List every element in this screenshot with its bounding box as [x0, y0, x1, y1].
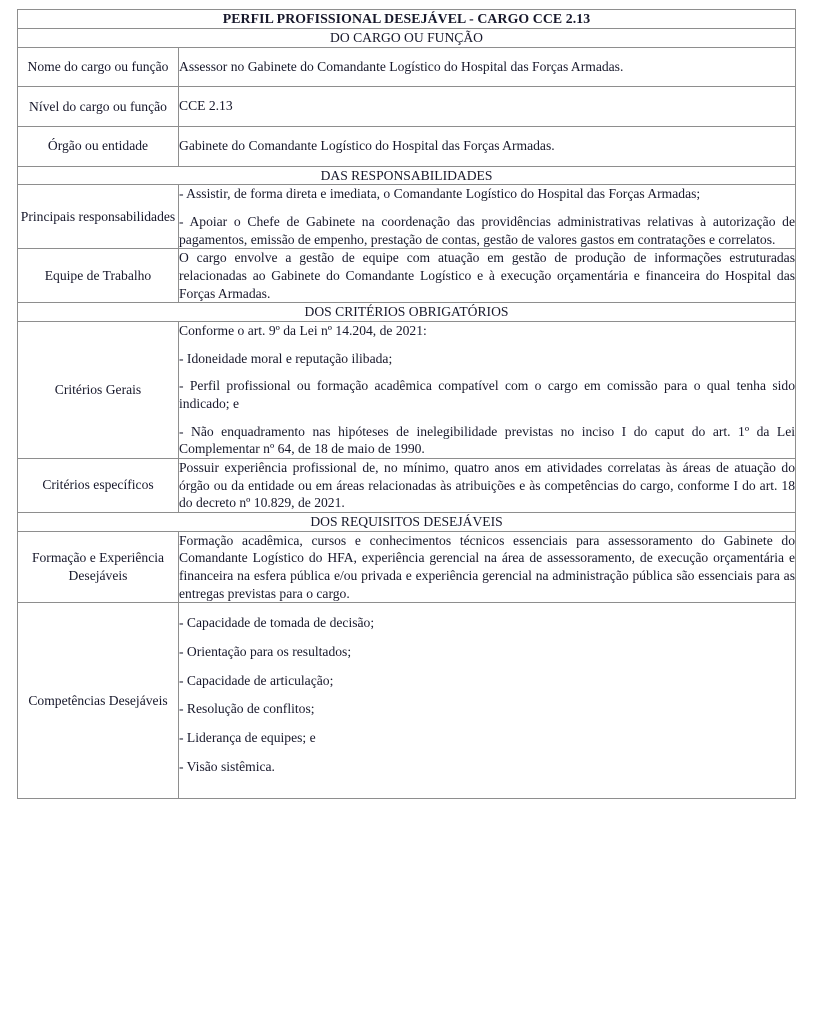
table-row	[18, 459, 796, 513]
row-value-principais-responsabilidades	[179, 185, 796, 249]
table-row	[18, 249, 796, 303]
paragraph: - Perfil profissional ou formação acadêmica compatível com o cargo em comissão para o qual tenha sido indicado; e	[179, 378, 796, 411]
row-value-equipe-trabalho: O cargo envolve a gestão de equipe com atuação em gestão de produção de informações estruturadas relacionadas ao Gabinete do Comandante Logístico e à execução orçamentária e financeira do Hospital das Forças Armadas.	[179, 249, 796, 303]
table-row-section-requisitos	[18, 513, 796, 532]
page-title: PERFIL PROFISSIONAL DESEJÁVEL - CARGO CCE 2.13	[18, 10, 796, 29]
table-row	[18, 126, 796, 166]
table-row-section-responsabilidades	[18, 166, 796, 185]
table-row-section-cargo	[18, 28, 796, 47]
row-label-orgao-entidade: Órgão ou entidade	[18, 126, 179, 166]
row-value-orgao-entidade: Gabinete do Comandante Logístico do Hospital das Forças Armadas.	[179, 126, 796, 166]
row-label-nivel-cargo: Nível do cargo ou função	[18, 87, 179, 127]
section-heading-requisitos-desejaveis: DOS REQUISITOS DESEJÁVEIS	[18, 513, 796, 532]
paragraph: Conforme o art. 9º da Lei nº 14.204, de 2021:	[179, 322, 427, 338]
row-value-criterios-gerais	[179, 321, 796, 458]
profile-table	[17, 9, 796, 799]
paragraph: - Idoneidade moral e reputação ilibada;	[179, 350, 393, 366]
list-item: - Capacidade de tomada de decisão;	[179, 615, 375, 631]
row-label-criterios-especificos: Critérios específicos	[18, 459, 179, 513]
row-label-competencias-desejaveis: Competências Desejáveis	[18, 603, 179, 799]
section-heading-cargo: DO CARGO OU FUNÇÃO	[18, 28, 796, 47]
row-value-competencias-desejaveis	[179, 603, 796, 799]
table-row	[18, 603, 796, 799]
table-row	[18, 321, 796, 458]
table-row-section-criterios	[18, 303, 796, 322]
table-row	[18, 531, 796, 603]
paragraph: - Assistir, de forma direta e imediata, o Comandante Logístico do Hospital das Forças Armadas;	[179, 186, 701, 202]
section-heading-criterios-obrigatorios: DOS CRITÉRIOS OBRIGATÓRIOS	[18, 303, 796, 322]
list-item: - Visão sistêmica.	[179, 758, 275, 774]
paragraph: - Apoiar o Chefe de Gabinete na coordenação das providências administrativas relativas à autorização de pagamentos, emissão de empenho, prestação de contas, gestão de valores gastos em contratações e correlatos.	[179, 213, 796, 247]
row-value-nome-cargo: Assessor no Gabinete do Comandante Logístico do Hospital das Forças Armadas.	[179, 47, 796, 87]
list-item: - Capacidade de articulação;	[179, 672, 334, 688]
paragraph: - Não enquadramento nas hipóteses de inelegibilidade previstas no inciso I do caput do art. 1º da Lei Complementar nº 64, de 18 de maio de 1990.	[179, 423, 796, 457]
table-row	[18, 87, 796, 127]
table-row	[18, 185, 796, 249]
list-item: - Resolução de conflitos;	[179, 701, 315, 717]
row-label-equipe-trabalho: Equipe de Trabalho	[18, 249, 179, 303]
row-value-criterios-especificos: Possuir experiência profissional de, no mínimo, quatro anos em atividades correlatas às áreas de atuação do órgão ou da entidade ou em áreas relacionadas às atribuições e às competências do cargo, conforme I do art. 18 do decreto nº 10.829, de 2021.	[179, 459, 796, 513]
section-heading-responsabilidades: DAS RESPONSABILIDADES	[18, 166, 796, 185]
table-row	[18, 47, 796, 87]
row-label-principais-responsabilidades: Principais responsabilidades	[18, 185, 179, 249]
row-label-nome-cargo: Nome do cargo ou função	[18, 47, 179, 87]
row-label-formacao-experiencia: Formação e Experiência Desejáveis	[18, 531, 179, 603]
list-item: - Liderança de equipes; e	[179, 730, 316, 746]
table-row-title	[18, 10, 796, 29]
row-value-formacao-experiencia: Formação acadêmica, cursos e conhecimentos técnicos essenciais para assessoramento do Gabinete do Comandante Logístico do HFA, experiência gerencial na área de assessoramento, de execução orçamentária e financeira na esfera pública e/ou privada e experiência gerencial na administração pública são essenciais para as entregas previstas para o cargo.	[179, 531, 796, 603]
row-label-criterios-gerais: Critérios Gerais	[18, 321, 179, 458]
list-item: - Orientação para os resultados;	[179, 644, 352, 660]
row-value-nivel-cargo: CCE 2.13	[179, 87, 796, 127]
